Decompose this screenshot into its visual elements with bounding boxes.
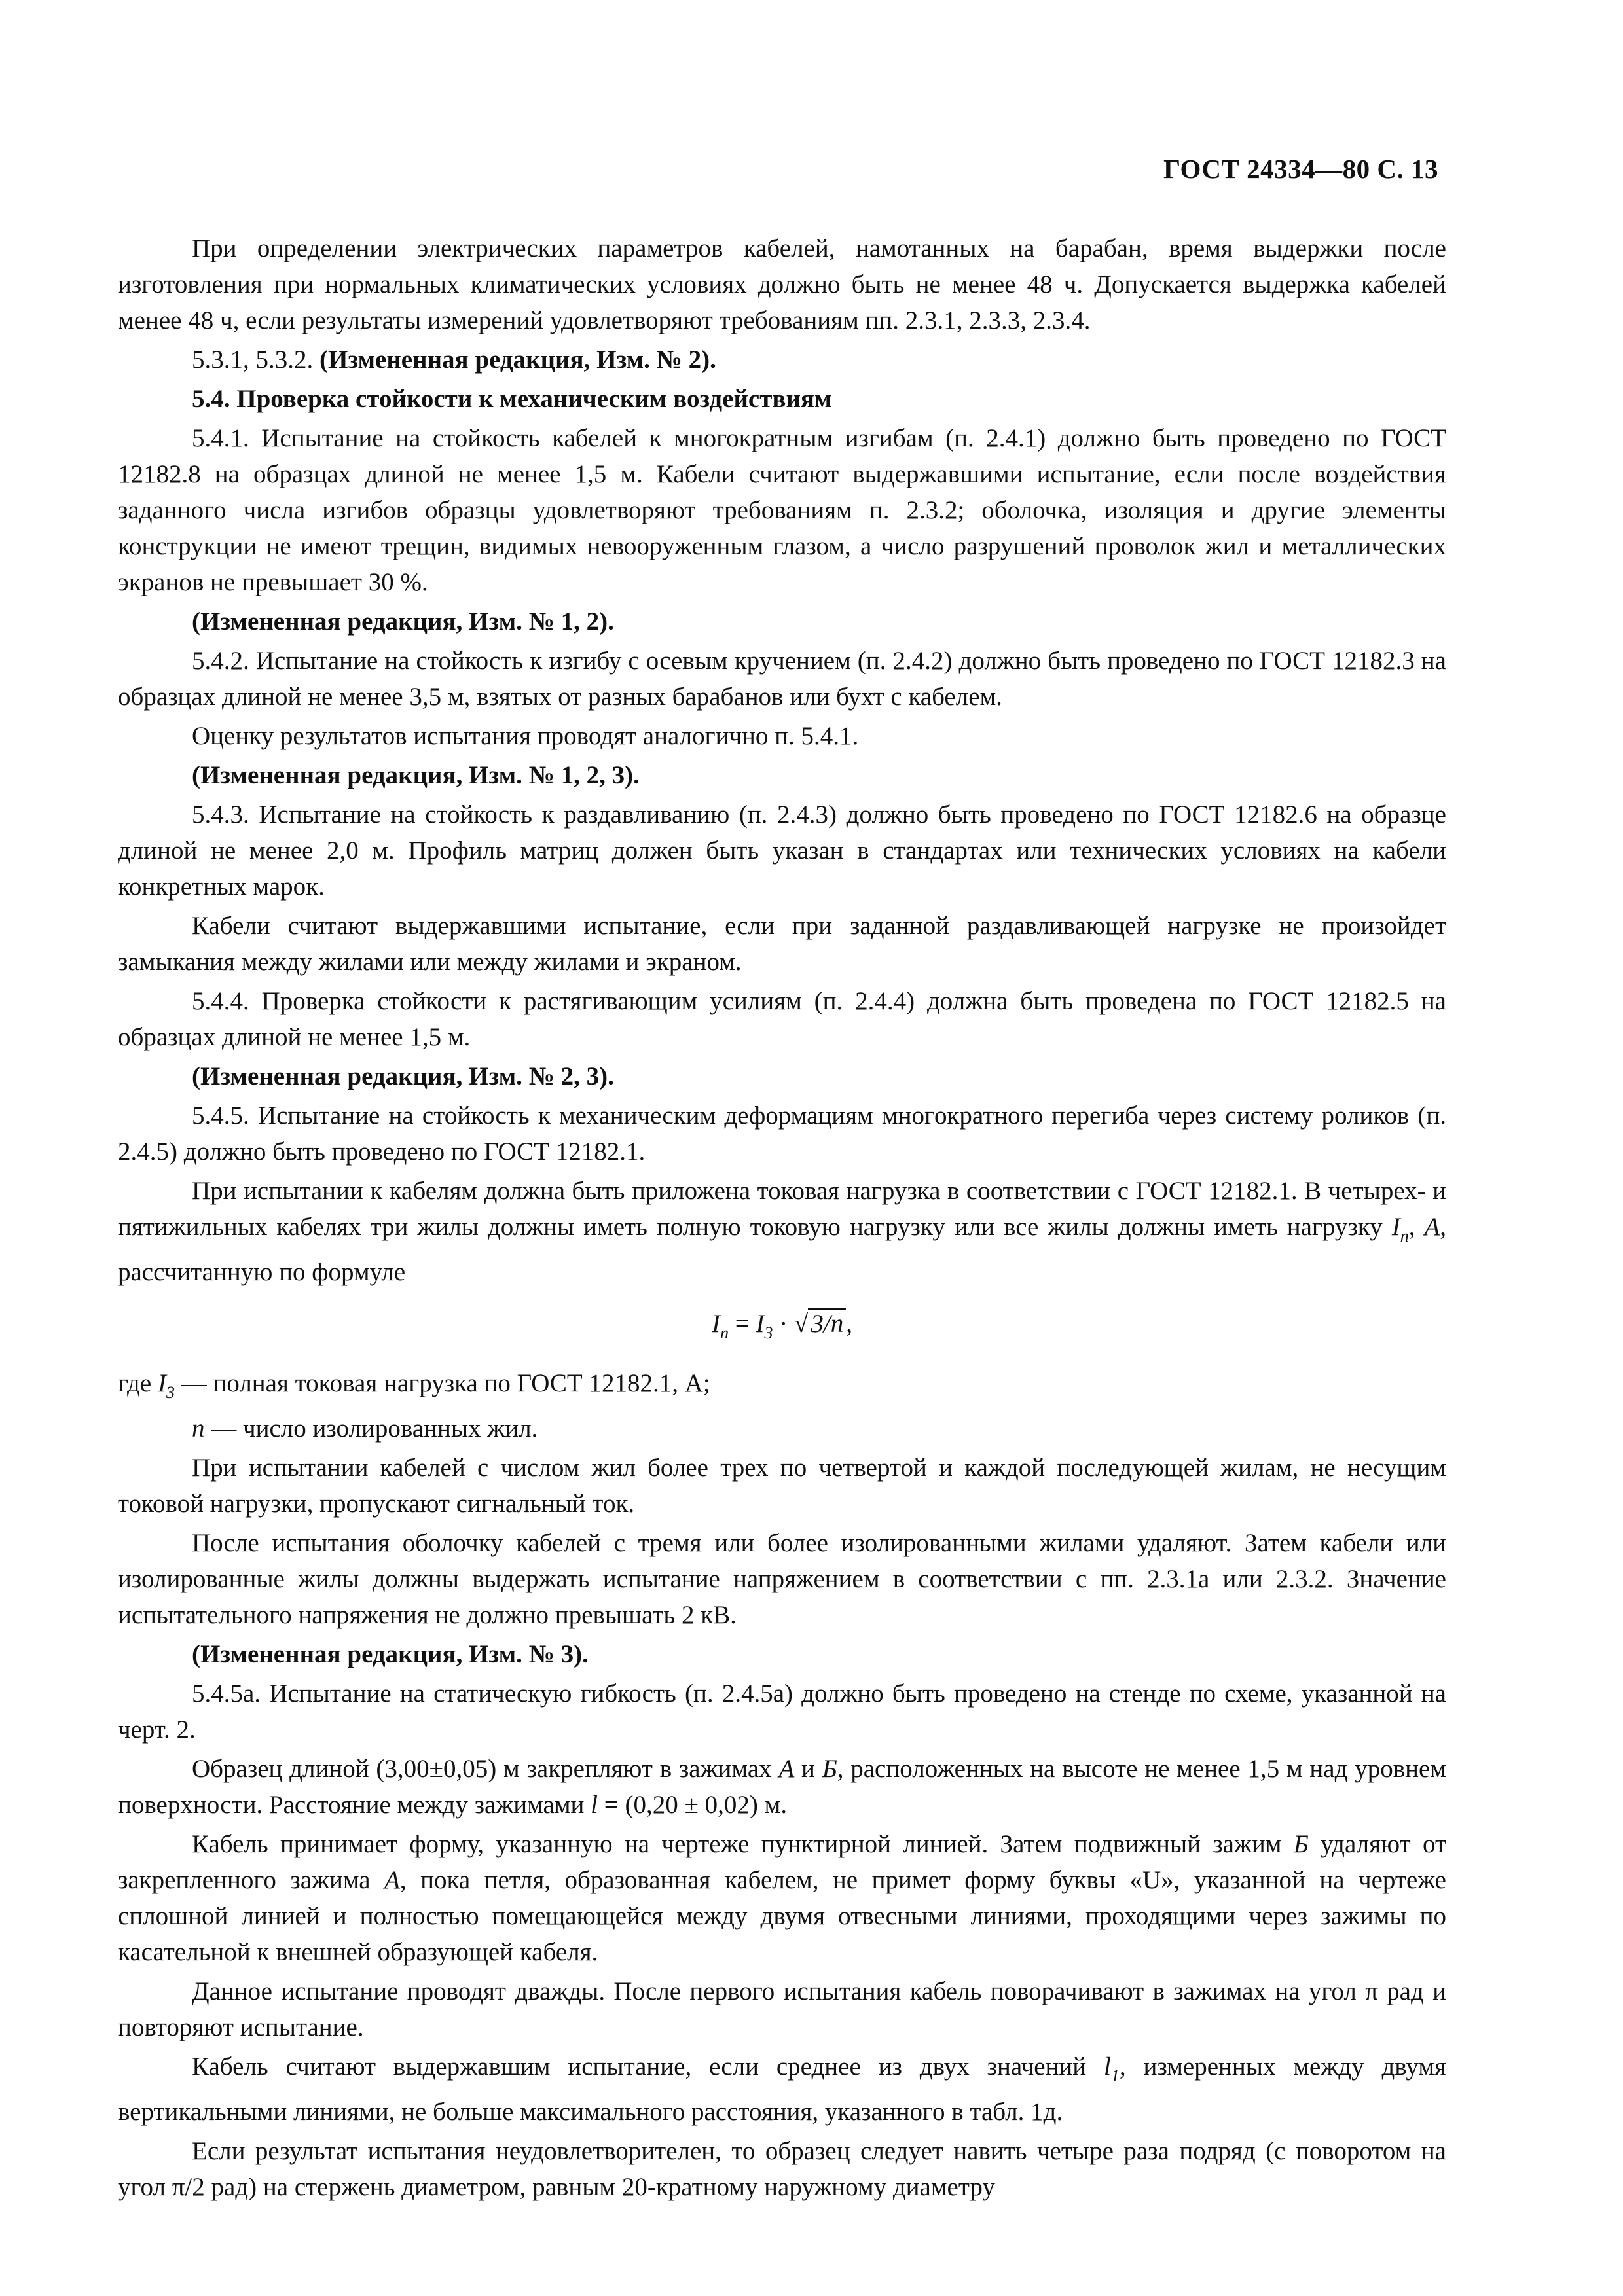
variable: Б: [1293, 1830, 1309, 1858]
variable: А: [778, 1755, 795, 1783]
text-run: и: [794, 1755, 822, 1783]
text-run: = (0,20 ± 0,02) м.: [598, 1791, 788, 1819]
equals-sign: =: [729, 1310, 756, 1338]
formula-tail: ,: [846, 1310, 852, 1338]
amendment-label: (Измененная редакция, Изм. № 2).: [319, 346, 716, 374]
multiply-dot: ·: [773, 1310, 794, 1338]
subscript: 3: [166, 1383, 175, 1402]
variable: I: [157, 1369, 166, 1397]
subscript: 3: [764, 1323, 773, 1342]
subscript: 1: [1110, 2066, 1120, 2085]
paragraph: Кабели считают выдержавшими испытание, если при заданной раздавливающей нагрузке не произойдет замыкания между жилами или между жилами и экраном.: [118, 912, 1446, 976]
amendment-note: [118, 342, 1446, 378]
paragraph: 5.4.2. Испытание на стойкость к изгибу с осевым кручением (п. 2.4.2) должно быть проведено по ГОСТ 12182.3 на образцах длиной не менее 3,5 м, взятых от разных барабанов или бухт с кабелем.: [118, 647, 1446, 711]
formula-rhs: I: [756, 1310, 765, 1338]
paragraph: 5.4.5а. Испытание на статическую гибкость (п. 2.4.5а) должно быть проведено на стенде по схеме, указанной на черт. 2.: [118, 1679, 1446, 1744]
paragraph: [118, 1826, 1446, 1970]
text-run: , рассчитанную по формуле: [118, 1213, 1447, 1286]
paragraph: [118, 1751, 1446, 1823]
amendment-label: (Измененная редакция, Изм. № 1, 2).: [192, 607, 614, 636]
paragraph: 5.4.4. Проверка стойкости к растягивающим усилиям (п. 2.4.4) должна быть проведена по ГОСТ 12182.5 на образцах длиной не менее 1,5 м.: [118, 987, 1446, 1051]
paragraph: 5.4.1. Испытание на стойкость кабелей к многократным изгибам (п. 2.4.1) должно быть проведено по ГОСТ 12182.8 на образцах длиной не менее 1,5 м. Кабели считают выдержавшими испытание, если после воздействия заданного числа изгибов образцы удовлетворяют требованиям п. 2.3.2; оболочка, изоляция и другие элементы конструкции не имеют трещин, видимых невооруженным глазом, а число разрушений проволок жил и металлических экранов не превышает 30 %.: [118, 424, 1446, 596]
subscript: n: [1400, 1227, 1409, 1246]
paragraph: После испытания оболочку кабелей с тремя или более изолированными жилами удаляют. Затем кабели или изолированные жилы должны выдержать испытание напряжением в соответствии с пп. 2.3.1а или 2.3.2. Значение испытательного напряжения не должно превышать 2 кВ.: [118, 1529, 1446, 1629]
variable: l: [591, 1791, 598, 1819]
subscript: n: [720, 1323, 729, 1342]
text-run: ,: [1408, 1213, 1425, 1241]
variable: n: [192, 1414, 205, 1443]
text-run: При испытании к кабелям должна быть приложена токовая нагрузка в соответствии с ГОСТ 12182.1. В четырех- и пятижильных кабелях три жилы должны иметь полную токовую нагрузку или все жилы должны иметь нагрузку: [118, 1177, 1446, 1241]
formula: [118, 1306, 1446, 1351]
radical-sign-icon: √: [794, 1310, 809, 1338]
variable: A: [1424, 1213, 1440, 1241]
text-run: — число изолированных жил.: [204, 1414, 538, 1443]
formula-legend: [118, 1365, 1446, 1410]
text-run: , пока петля, образованная кабелем, не примет форму буквы «U», указанной на чертеже сплошной линией и полностью помещающейся между двумя отвесными линиями, проходящими через зажимы по касательной к внешней образующей кабеля.: [118, 1866, 1446, 1966]
text-run: Кабель считают выдержавшим испытание, если среднее из двух значений: [192, 2053, 1104, 2081]
text-run: Кабель принимает форму, указанную на чертеже пунктирной линией. Затем подвижный зажим: [192, 1830, 1294, 1858]
paragraph: [118, 2049, 1446, 2130]
variable: Б: [822, 1755, 837, 1783]
amendment-label: (Измененная редакция, Изм. № 1, 2, 3).: [192, 761, 640, 789]
page-header: ГОСТ 24334—80 С. 13: [1163, 154, 1438, 184]
text-run: где: [118, 1369, 158, 1397]
paragraph: [118, 1173, 1446, 1290]
text-run: , расположенных на высоте не менее 1,5 м над уровнем поверхности. Расстояние между зажимами: [118, 1755, 1446, 1819]
amendment-label: (Измененная редакция, Изм. № 3).: [192, 1640, 589, 1668]
radicand: 3/n: [808, 1308, 846, 1338]
variable: l: [1104, 2053, 1111, 2081]
paragraph: При испытании кабелей с числом жил более трех по четвертой и каждой последующей жилам, не несущим токовой нагрузки, пропускают сигнальный ток.: [118, 1454, 1446, 1518]
paragraph: Данное испытание проводят дважды. После первого испытания кабель поворачивают в зажимах на угол π рад и повторяют испытание.: [118, 1977, 1446, 2041]
paragraph: 5.4.3. Испытание на стойкость к раздавливанию (п. 2.4.3) должно быть проведено по ГОСТ 12182.6 на образце длиной не менее 2,0 м. Профиль матриц должен быть указан в стандартах или технических условиях на кабели конкретных марок.: [118, 800, 1446, 901]
text-run: — полная токовая нагрузка по ГОСТ 12182.1, А;: [174, 1369, 710, 1397]
paragraph: 5.4.5. Испытание на стойкость к механическим деформациям многократного перегиба через систему роликов (п. 2.4.5) должно быть проведено по ГОСТ 12182.1.: [118, 1102, 1446, 1166]
text-run: , измеренных между двумя вертикальными линиями, не больше максимального расстояния, указанного в табл. 1д.: [118, 2053, 1446, 2126]
paragraph: Оценку результатов испытания проводят аналогично п. 5.4.1.: [192, 722, 859, 750]
paragraph: Если результат испытания неудовлетворителен, то образец следует навить четыре раза подряд (с поворотом на угол π/2 рад) на стержень диаметром, равным 20-кратному наружному диаметру: [118, 2137, 1446, 2201]
section-heading: 5.4. Проверка стойкости к механическим воздействиям: [192, 385, 832, 413]
formula-lhs: I: [712, 1310, 720, 1338]
paragraph: При определении электрических параметров кабелей, намотанных на барабан, время выдержки после изготовления при нормальных климатических условиях должно быть не менее 48 ч. Допускается выдержка кабелей менее 48 ч, если результаты измерений удовлетворяют требованиям пп. 2.3.1, 2.3.3, 2.3.4.: [118, 234, 1446, 334]
document-body: [118, 230, 1446, 2208]
clause-reference: 5.3.1, 5.3.2.: [192, 346, 319, 374]
square-root: [794, 1306, 846, 1342]
text-run: Образец длиной (3,00±0,05) м закрепляют в зажимах: [192, 1755, 779, 1783]
formula-legend: [118, 1410, 1446, 1446]
variable: I: [1391, 1213, 1400, 1241]
text-run: удаляют от закрепленного зажима: [118, 1830, 1446, 1894]
amendment-label: (Измененная редакция, Изм. № 2, 3).: [192, 1062, 614, 1090]
variable: А: [384, 1866, 400, 1894]
